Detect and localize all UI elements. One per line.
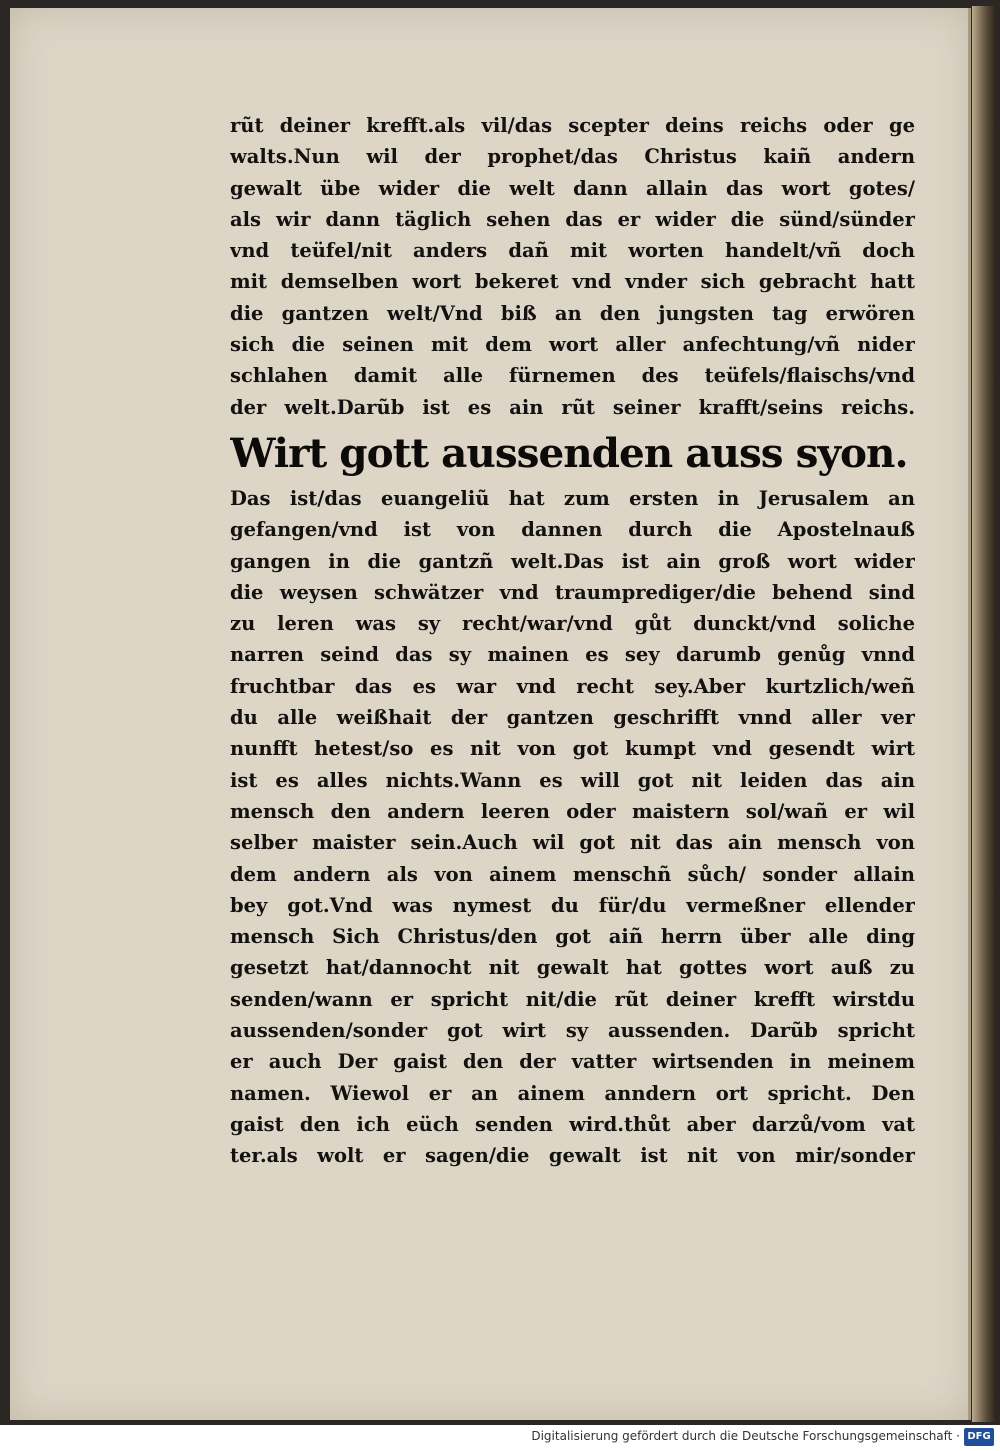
text-line: Das ist/das euangeliũ hat zum ersten in Jerusalem an <box>230 486 915 510</box>
text-line: ist es alles nichts.Wann es will got nit leiden das ain <box>230 768 915 792</box>
text-line: gangen in die gantzñ welt.Das ist ain groß wort wider <box>230 549 915 573</box>
text-line: gewalt übe wider die welt dann allain das wort gotes/ <box>230 176 915 200</box>
text-line: mensch den andern leeren oder maistern sol/wañ er wil <box>230 799 915 823</box>
text-line: senden/wann er spricht nit/die rũt deiner krefft wirstdu <box>230 987 915 1011</box>
text-line: nunfft hetest/so es nit von got kumpt vnd gesendt wirt <box>230 737 915 761</box>
text-line: narren seind das sy mainen es sey darumb genůg vnnd <box>230 643 915 667</box>
text-line: gesetzt hat/dannocht nit gewalt hat gottes wort auß zu <box>230 956 915 980</box>
text-line: zu leren was sy recht/war/vnd gůt dunckt/vnd soliche <box>230 612 915 636</box>
text-line: rũt deiner krefft.als vil/das scepter deins reichs oder ge <box>230 114 915 137</box>
funding-credit: Digitalisierung gefördert durch die Deutsche Forschungsgemeinschaft · <box>531 1429 960 1443</box>
text-line: selber maister sein.Auch wil got nit das ain mensch von <box>230 831 915 855</box>
text-line: mensch Sich Christus/den got aiñ herrn über alle ding <box>230 925 915 949</box>
text-line: als wir dann täglich sehen das er wider die sünd/sünder <box>230 207 915 231</box>
text-line: gefangen/vnd ist von dannen durch die Apostelnauß <box>230 518 915 542</box>
text-line: bey got.Vnd was nymest du für/du vermeßner ellender <box>230 893 915 917</box>
text-line: gaist den ich eüch senden wird.thůt aber darzů/vom vat <box>230 1112 915 1136</box>
footer-bar <box>0 1425 1000 1451</box>
text-line: sich die seinen mit dem wort aller anfechtung/vñ nider <box>230 333 915 357</box>
text-line: dem andern als von ainem menschñ sůch/ sonder allain <box>230 862 915 886</box>
text-line: schlahen damit alle fürnemen des teüfels/flaischs/vnd <box>230 364 915 388</box>
text-line: ter.als wolt er sagen/die gewalt ist nit von mir/sonder <box>230 1144 915 1168</box>
text-line: die weysen schwätzer vnd traumprediger/die behend sind <box>230 580 915 604</box>
text-line: er auch Der gaist den der vatter wirtsenden in meinem <box>230 1050 915 1074</box>
text-line: mit demselben wort bekeret vnd vnder sich gebracht hatt <box>230 270 915 294</box>
text-line: walts.Nun wil der prophet/das Christus kaiñ andern <box>230 145 915 169</box>
text-line: du alle weißhait der gantzen geschrifft vnnd aller ver <box>230 706 915 730</box>
section-heading: Wirt gott aussenden auss syon. <box>230 428 908 477</box>
text-line: namen. Wiewol er an ainem anndern ort spricht. Den <box>230 1081 915 1105</box>
text-line: die gantzen welt/Vnd biß an den jungsten tag erwören <box>230 301 915 325</box>
dfg-logo: DFG <box>964 1428 994 1446</box>
text-line: vnd teüfel/nit anders dañ mit worten handelt/vñ doch <box>230 239 915 263</box>
text-line: der welt.Darũb ist es ain rũt seiner krafft/seins reichs. <box>230 395 915 419</box>
text-line: fruchtbar das es war vnd recht sey.Aber kurtzlich/weñ <box>230 674 915 698</box>
text-line: aussenden/sonder got wirt sy aussenden. Darũb spricht <box>230 1019 915 1043</box>
page-edge <box>972 6 996 1422</box>
text-block <box>230 110 915 1172</box>
page-edge-line <box>968 8 971 1420</box>
